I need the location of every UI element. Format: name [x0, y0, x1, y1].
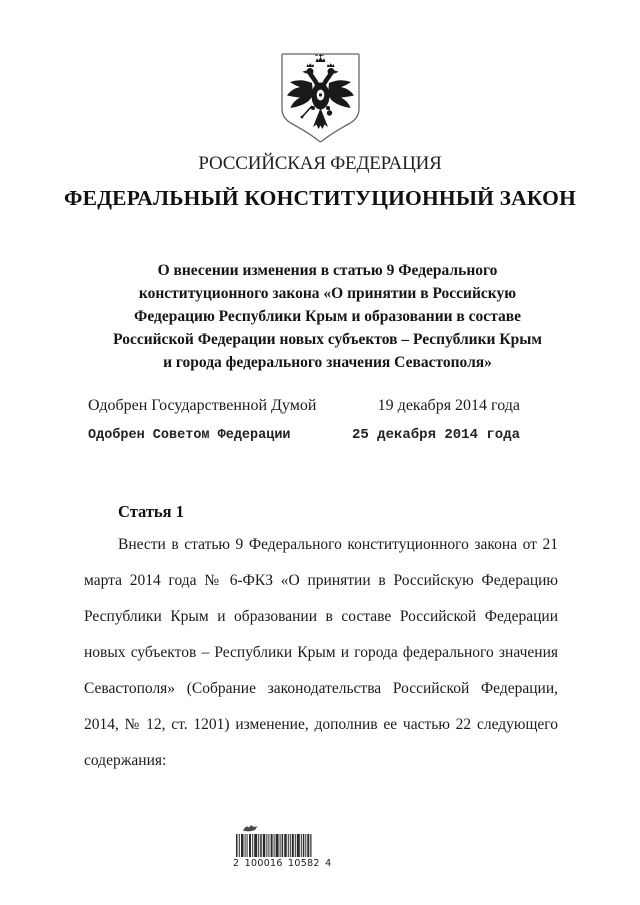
approval-row-duma	[88, 397, 520, 427]
approval-date: 25 декабря 2014 года	[351, 427, 520, 443]
barcode-digits: 2 100016 10582 4	[233, 858, 332, 869]
law-title-line: О внесении изменения в статью 9 Федерального	[157, 262, 498, 279]
approval-date: 19 декабря 2014 года	[377, 397, 520, 414]
law-title-line: конституционного закона «О принятии в Российскую	[138, 285, 517, 302]
document-type-heading: ФЕДЕРАЛЬНЫЙ КОНСТИТУЦИОННЫЙ ЗАКОН	[63, 186, 577, 210]
law-title	[100, 259, 555, 374]
barcode-stamp-mark-icon	[242, 823, 259, 833]
law-title-line: Российской Федерации новых субъектов – Республики Крым	[113, 331, 542, 348]
approval-label: Одобрен Государственной Думой	[88, 397, 317, 414]
barcode-bars-icon	[236, 834, 312, 857]
article-paragraph: Внести в статью 9 Федерального конституционного закона от 21 марта 2014 года № 6-ФКЗ «О принятии в Российскую Федерацию Республики Крым и образовании в составе Российской Федерации новых субъектов – Республики Крым и города федерального значения Севастополя» (Собрание законодательства Российской Федерации, 2014, № 12, ст. 1201) изменение, дополнив ее частью 22 следующего содержания:	[84, 536, 558, 769]
law-title-line: Федерацию Республики Крым и образовании в составе	[134, 308, 521, 325]
approval-row-federation-council	[88, 427, 520, 457]
law-title-line: и города федерального значения Севастополя»	[163, 354, 492, 371]
coat-of-arms	[279, 52, 362, 145]
approval-block	[88, 397, 520, 457]
double-headed-eagle-icon	[279, 52, 362, 145]
approval-label: Одобрен Советом Федерации	[88, 428, 291, 443]
article-heading: Статья 1	[118, 502, 184, 521]
country-header: РОССИЙСКАЯ ФЕДЕРАЦИЯ	[198, 153, 442, 174]
